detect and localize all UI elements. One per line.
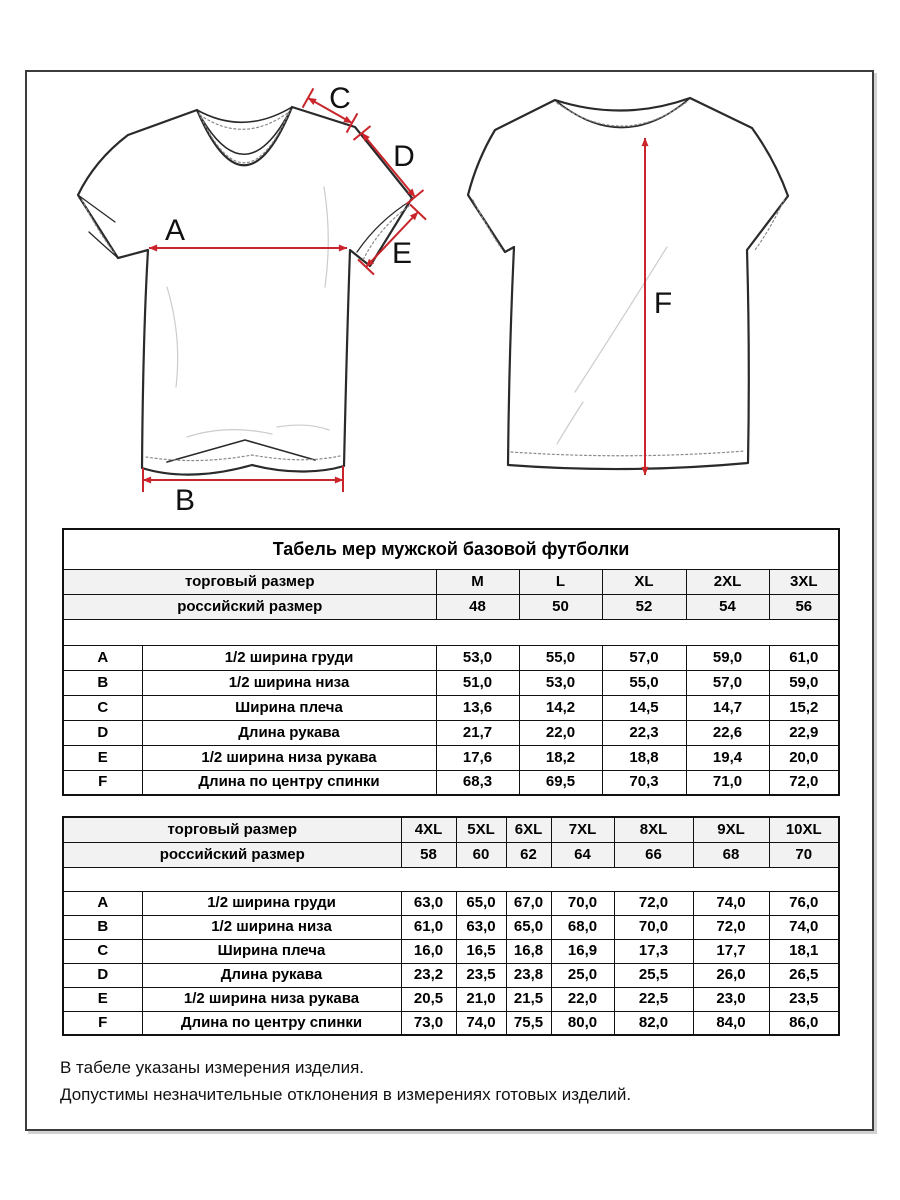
value-cell: 14,5 [602,695,686,720]
value-cell: 65,0 [506,915,551,939]
footnotes [60,1054,631,1108]
size-table-1 [62,528,840,796]
table-title-row [63,529,839,569]
value-cell: 20,5 [401,987,456,1011]
letter-cell: A [63,891,142,915]
tshirt-back-view-drawing [468,98,788,469]
size-header-cell: 9XL [693,817,769,842]
value-cell: 25,0 [551,963,614,987]
separator-row [63,867,839,891]
tshirt-measurement-diagram [27,72,873,528]
value-cell: 16,5 [456,939,506,963]
size-header-cell: XL [602,569,686,594]
measure-name-cell: Длина рукава [142,720,436,745]
value-cell: 23,2 [401,963,456,987]
value-cell: 23,8 [506,963,551,987]
value-cell: 51,0 [436,670,519,695]
value-cell: 26,5 [769,963,839,987]
value-cell: 13,6 [436,695,519,720]
measure-label-a: A [164,214,186,247]
table-row [63,695,839,720]
measure-name-cell: 1/2 ширина низа [142,915,401,939]
value-cell: 16,8 [506,939,551,963]
ru-size-cell: 68 [693,842,769,867]
value-cell: 68,3 [436,770,519,795]
letter-cell: F [63,770,142,795]
value-cell: 17,7 [693,939,769,963]
value-cell: 15,2 [769,695,839,720]
size-header-cell: 7XL [551,817,614,842]
size-table-2 [62,816,840,1036]
value-cell: 74,0 [769,915,839,939]
value-cell: 55,0 [519,645,602,670]
ru-size-cell: 70 [769,842,839,867]
size-header-cell: 2XL [686,569,769,594]
value-cell: 70,0 [551,891,614,915]
letter-cell: B [63,915,142,939]
letter-cell: B [63,670,142,695]
value-cell: 22,9 [769,720,839,745]
ru-size-cell: 60 [456,842,506,867]
value-cell: 71,0 [686,770,769,795]
table-row [63,1011,839,1035]
russian-size-label: российский размер [63,842,401,867]
value-cell: 67,0 [506,891,551,915]
value-cell: 21,5 [506,987,551,1011]
size-header-cell: 4XL [401,817,456,842]
value-cell: 26,0 [693,963,769,987]
size-header-cell: 5XL [456,817,506,842]
table-row [63,915,839,939]
measure-name-cell: Длина рукава [142,963,401,987]
value-cell: 53,0 [519,670,602,695]
letter-cell: C [63,695,142,720]
value-cell: 57,0 [602,645,686,670]
ru-size-cell: 52 [602,594,686,619]
table-row [63,645,839,670]
ru-size-cell: 54 [686,594,769,619]
value-cell: 70,3 [602,770,686,795]
letter-cell: F [63,1011,142,1035]
value-cell: 21,7 [436,720,519,745]
size-header-cell: 3XL [769,569,839,594]
value-cell: 74,0 [693,891,769,915]
value-cell: 23,0 [693,987,769,1011]
value-cell: 72,0 [693,915,769,939]
value-cell: 22,0 [519,720,602,745]
trade-size-label: торговый размер [63,569,436,594]
trade-size-label: торговый размер [63,817,401,842]
measure-tick [303,88,314,107]
letter-cell: E [63,987,142,1011]
trade-size-row [63,817,839,842]
measure-label-b: B [174,484,196,517]
letter-cell: D [63,963,142,987]
russian-size-row [63,842,839,867]
value-cell: 18,8 [602,745,686,770]
value-cell: 23,5 [769,987,839,1011]
value-cell: 16,9 [551,939,614,963]
measure-name-cell: Длина по центру спинки [142,1011,401,1035]
value-cell: 22,0 [551,987,614,1011]
table-title: Табель мер мужской базовой футболки [63,529,839,569]
value-cell: 73,0 [401,1011,456,1035]
measure-name-cell: 1/2 ширина низа рукава [142,745,436,770]
table-row [63,670,839,695]
value-cell: 63,0 [401,891,456,915]
value-cell: 68,0 [551,915,614,939]
value-cell: 20,0 [769,745,839,770]
value-cell: 14,7 [686,695,769,720]
separator-cell [63,619,839,645]
measure-name-cell: 1/2 ширина груди [142,645,436,670]
measure-label-c: C [329,82,351,115]
value-cell: 17,3 [614,939,693,963]
value-cell: 23,5 [456,963,506,987]
measure-name-cell: 1/2 ширина низа рукава [142,987,401,1011]
table-row [63,720,839,745]
value-cell: 74,0 [456,1011,506,1035]
content-frame [25,70,874,1131]
value-cell: 14,2 [519,695,602,720]
ru-size-cell: 56 [769,594,839,619]
value-cell: 55,0 [602,670,686,695]
letter-cell: A [63,645,142,670]
measure-label-e: E [391,237,413,270]
measure-name-cell: 1/2 ширина груди [142,891,401,915]
table-row [63,963,839,987]
measure-name-cell: 1/2 ширина низа [142,670,436,695]
value-cell: 84,0 [693,1011,769,1035]
trade-size-row [63,569,839,594]
value-cell: 17,6 [436,745,519,770]
table-row [63,891,839,915]
size-header-cell: 6XL [506,817,551,842]
letter-cell: D [63,720,142,745]
measure-label-d: D [393,140,415,173]
value-cell: 59,0 [686,645,769,670]
value-cell: 82,0 [614,1011,693,1035]
value-cell: 70,0 [614,915,693,939]
measure-name-cell: Длина по центру спинки [142,770,436,795]
value-cell: 61,0 [401,915,456,939]
russian-size-row [63,594,839,619]
value-cell: 19,4 [686,745,769,770]
value-cell: 59,0 [769,670,839,695]
footnote-line-2: Допустимы незначительные отклонения в измерениях готовых изделий. [60,1085,632,1104]
ru-size-cell: 62 [506,842,551,867]
value-cell: 69,5 [519,770,602,795]
value-cell: 22,5 [614,987,693,1011]
ru-size-cell: 58 [401,842,456,867]
table-row [63,745,839,770]
table-row [63,987,839,1011]
value-cell: 57,0 [686,670,769,695]
table-row [63,939,839,963]
separator-row [63,619,839,645]
value-cell: 53,0 [436,645,519,670]
value-cell: 80,0 [551,1011,614,1035]
value-cell: 75,5 [506,1011,551,1035]
measure-name-cell: Ширина плеча [142,695,436,720]
size-header-cell: L [519,569,602,594]
value-cell: 22,3 [602,720,686,745]
ru-size-cell: 48 [436,594,519,619]
measure-name-cell: Ширина плеча [142,939,401,963]
ru-size-cell: 66 [614,842,693,867]
letter-cell: C [63,939,142,963]
value-cell: 18,2 [519,745,602,770]
size-header-cell: M [436,569,519,594]
value-cell: 18,1 [769,939,839,963]
value-cell: 61,0 [769,645,839,670]
footnote-line-1: В табеле указаны измерения изделия. [60,1058,365,1077]
letter-cell: E [63,745,142,770]
value-cell: 22,6 [686,720,769,745]
separator-cell [63,867,839,891]
value-cell: 72,0 [614,891,693,915]
size-header-cell: 10XL [769,817,839,842]
value-cell: 65,0 [456,891,506,915]
measure-label-f: F [653,287,673,320]
size-header-cell: 8XL [614,817,693,842]
value-cell: 86,0 [769,1011,839,1035]
ru-size-cell: 50 [519,594,602,619]
table-row [63,770,839,795]
russian-size-label: российский размер [63,594,436,619]
value-cell: 21,0 [456,987,506,1011]
tshirt-front-view-drawing [78,107,412,475]
ru-size-cell: 64 [551,842,614,867]
value-cell: 76,0 [769,891,839,915]
value-cell: 72,0 [769,770,839,795]
value-cell: 16,0 [401,939,456,963]
value-cell: 63,0 [456,915,506,939]
value-cell: 25,5 [614,963,693,987]
